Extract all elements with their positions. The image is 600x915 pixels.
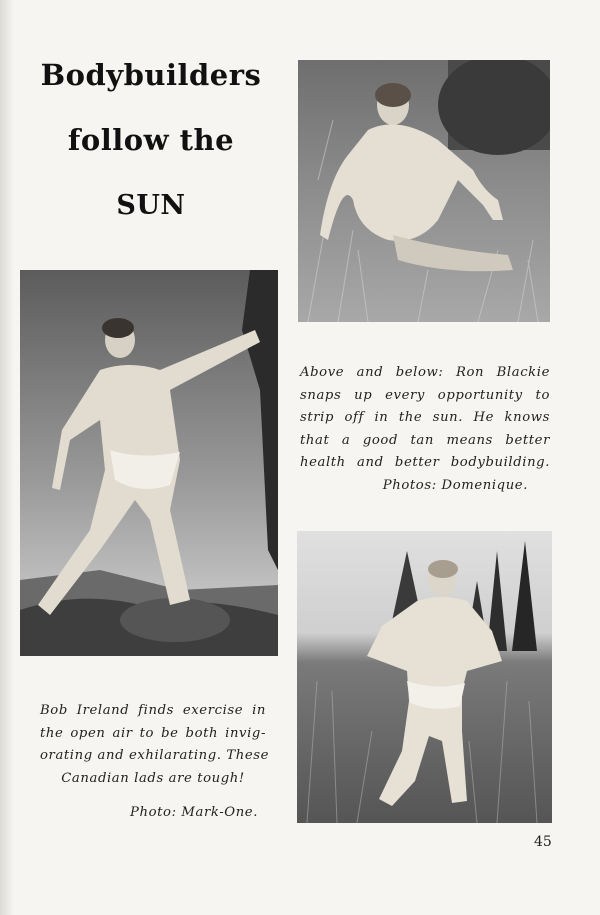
caption-line: strip off in the sun. He knows: [300, 410, 550, 425]
caption-line: the open air to be both invig-: [40, 725, 266, 741]
caption-ron-blackie: [300, 362, 550, 497]
caption-line: health and better bodybuilding.: [300, 455, 550, 470]
caption-line: Bob Ireland finds exercise in: [40, 703, 266, 718]
page-binding-edge: [0, 0, 14, 915]
caption-line: snaps up every opportunity to: [300, 387, 550, 403]
caption-line: orating and exhilarating. These: [40, 748, 270, 763]
caption-line: Canadian lads are tough!: [61, 770, 245, 786]
headline-line-1: Bodybuilders: [40, 58, 262, 92]
headline-line-2: follow the: [67, 123, 235, 157]
photo-credit: Photos: Domenique.: [382, 477, 528, 493]
caption-line: Above and below: Ron Blackie: [300, 365, 550, 380]
photo-credit: Photo: Mark-One.: [130, 805, 258, 820]
page-number: 45: [534, 834, 552, 850]
photo-man-sitting-in-grass: [298, 60, 550, 322]
photo-man-posing-in-meadow: [297, 531, 552, 823]
caption-line: that a good tan means better: [300, 432, 550, 448]
photo-man-standing-on-rocks: [20, 270, 278, 656]
headline-line-3: SUN: [116, 190, 186, 221]
caption-bob-ireland: [40, 700, 270, 825]
